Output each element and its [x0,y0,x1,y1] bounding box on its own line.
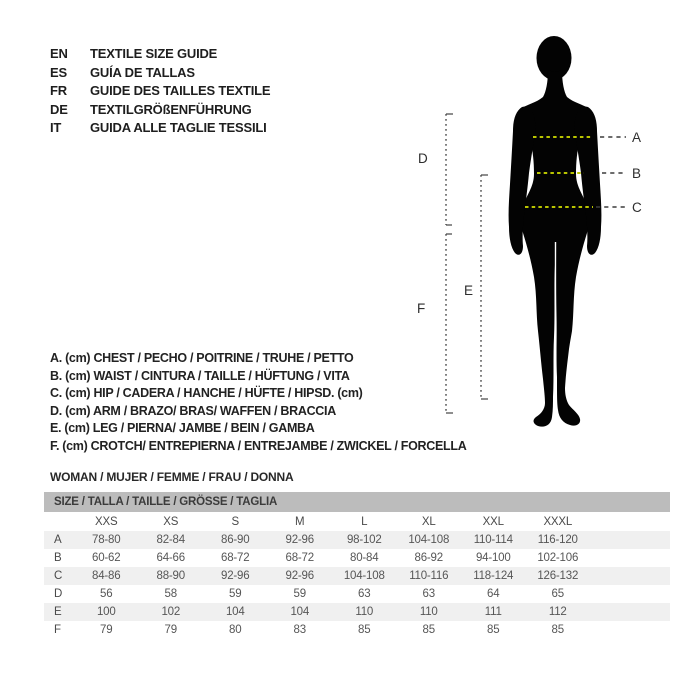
figure-label-waist: B [632,166,642,181]
legend-chest: A. (cm) CHEST / PECHO / POITRINE / TRUHE / PETTO [50,351,354,365]
size-cell: 110-114 [473,534,513,546]
language-code: EN [50,46,68,61]
guide-title-fr: GUIDE DES TAILLES TEXTILE [90,83,271,99]
size-cell: 110 [355,606,374,618]
table-row-d [44,585,670,603]
size-cell: 92-96 [285,534,314,546]
row-label: C [54,570,63,582]
size-cell: 59 [229,588,242,600]
size-cell: 82-84 [156,534,185,546]
size-cell: 63 [358,588,371,600]
size-cell: 104 [290,606,310,618]
figure-label-leg: E [464,283,474,298]
size-cell: 83 [293,624,306,636]
size-cell: 65 [551,588,564,600]
table-row-a [44,531,670,549]
table-row-f [44,621,670,639]
size-cell: 78-80 [92,534,121,546]
size-col-xxxl: XXXL [543,515,573,528]
size-columns-row [44,512,670,531]
legend-crotch: F. (cm) CROTCH/ ENTREPIERNA / ENTREJAMBE / ZWICKEL / FORCELLA [50,438,467,453]
figure-label-crotch: F [417,301,426,316]
size-cell: 79 [100,624,113,636]
size-cell: 116-120 [537,534,578,546]
guide-title-de: TEXTILGRÖßENFÜHRUNG [90,101,252,117]
size-cell: 84-86 [92,570,121,582]
language-code: DE [50,101,68,117]
row-label: E [54,606,62,618]
table-row-e [44,603,670,621]
figure-label-chest: A [632,130,642,145]
row-label: D [54,588,63,600]
size-col-xl: XL [421,515,436,528]
size-cell: 86-92 [414,552,443,564]
size-cell: 111 [484,606,502,618]
language-row-de [50,101,270,120]
language-code: IT [50,120,62,136]
size-cell: 126-132 [537,570,579,582]
figure-label-hip: C [632,200,642,215]
size-cell: 79 [164,624,177,636]
size-col-spacer [44,512,74,531]
size-cell: 100 [96,606,116,618]
size-cell: 104 [225,606,245,618]
size-col-l: L [361,515,368,528]
size-cell: 63 [422,588,435,600]
row-label: B [54,552,62,564]
size-cell-filler [590,567,670,585]
measurement-legend [50,350,466,455]
legend-waist: B. (cm) WAIST / CINTURA / TAILLE / HÜFTUNG / VITA [50,368,350,383]
size-cell: 110 [419,606,438,618]
size-cell: 98-102 [346,534,382,546]
size-table-header-text: SIZE / TALLA / TAILLE / GRÖSSE / TAGLIA [54,496,278,508]
size-cell: 60-62 [92,552,121,564]
size-cell: 64 [487,588,500,600]
size-cell: 68-72 [285,552,314,564]
size-cell: 94-100 [475,552,511,564]
size-cell: 118-124 [473,570,514,582]
size-cell: 85 [551,624,564,636]
size-table-header-bar [44,492,670,512]
size-cell: 58 [164,588,177,600]
size-table [44,512,670,639]
size-cell: 86-90 [221,534,250,546]
row-label: F [54,624,61,636]
language-row-en [50,45,270,64]
size-cell: 104-108 [408,534,450,546]
size-cell: 59 [293,588,306,600]
size-col-xs: XS [163,515,179,528]
table-row-c [44,567,670,585]
size-cell: 102-106 [537,552,579,564]
language-code: FR [50,83,67,99]
size-cell: 104-108 [343,570,385,582]
size-cell-filler [590,603,670,621]
size-col-s: S [231,515,239,528]
size-col-xxs: XXS [95,515,118,528]
guide-title-es: GUÍA DE TALLAS [90,64,195,80]
language-code: ES [50,64,67,80]
size-cell: 110-116 [409,570,449,582]
figure-label-arm: D [418,151,428,166]
legend-leg: E. (cm) LEG / PIERNA/ JAMBE / BEIN / GAMBA [50,421,315,435]
size-cell-filler [590,531,670,549]
size-cell: 56 [100,588,113,600]
language-row-fr [50,82,270,101]
size-cell: 85 [422,624,435,636]
size-cell: 102 [161,606,181,618]
size-cell: 88-90 [156,570,185,582]
guide-title-en: TEXTILE SIZE GUIDE [90,46,218,61]
legend-arm: D. (cm) ARM / BRAZO/ BRAS/ WAFFEN / BRACCIA [50,403,336,418]
row-label: A [54,534,62,546]
size-cell-filler [590,585,670,603]
gender-heading: WOMAN / MUJER / FEMME / FRAU / DONNA [50,470,294,484]
language-row-it [50,119,270,138]
size-col-filler [590,512,670,531]
size-col-m: M [295,515,305,528]
size-cell: 80-84 [350,552,379,564]
size-cell-filler [590,549,670,567]
size-cell: 92-96 [285,570,314,582]
size-cell: 85 [358,624,371,636]
size-cell: 112 [548,606,567,618]
size-cell-filler [590,621,670,639]
size-cell: 68-72 [221,552,250,564]
woman-silhouette [509,36,602,427]
size-col-xxl: XXL [482,515,504,528]
language-row-es [50,64,270,83]
table-row-b [44,549,670,567]
size-cell: 92-96 [221,570,250,582]
legend-hip: C. (cm) HIP / CADERA / HANCHE / HÜFTE / HIPSD. (cm) [50,386,363,400]
language-title-block [50,45,270,138]
size-cell: 64-66 [156,552,185,564]
size-cell: 80 [229,624,242,636]
guide-title-it: GUIDA ALLE TAGLIE TESSILI [90,120,267,136]
size-cell: 85 [487,624,500,636]
